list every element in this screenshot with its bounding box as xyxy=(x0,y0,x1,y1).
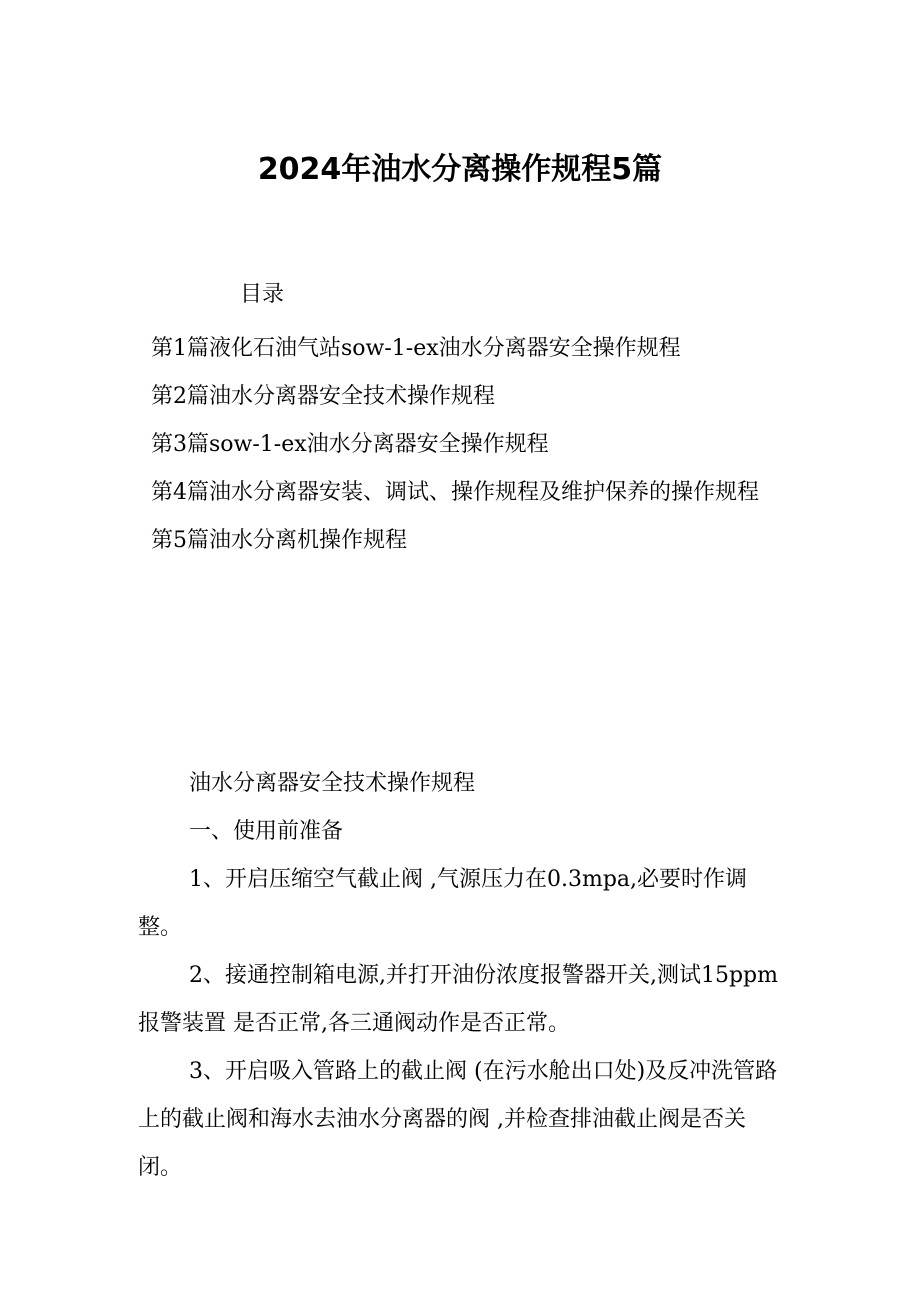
toc-item-4[interactable]: 第4篇油水分离器安装、调试、操作规程及维护保养的操作规程 xyxy=(151,480,759,505)
toc-item-3[interactable]: 第3篇sow-1-ex油水分离器安全操作规程 xyxy=(151,432,549,457)
paragraph-1: 1、开启压缩空气截止阀 ,气源压力在0.3mpa,必要时作调整。 xyxy=(138,867,748,940)
paragraph-3: 3、开启吸入管路上的截止阀 (在污水舱出口处)及反冲洗管路上的截止阀和海水去油水分离器的阀 ,并检查排油截止阀是否关闭。 xyxy=(138,1059,778,1180)
document-title: 2024年油水分离操作规程5篇 xyxy=(257,152,663,187)
toc-item-1[interactable]: 第1篇液化石油气站sow-1-ex油水分离器安全操作规程 xyxy=(151,336,681,361)
toc-item-5[interactable]: 第5篇油水分离机操作规程 xyxy=(151,528,407,553)
toc-item-2[interactable]: 第2篇油水分离器安全技术操作规程 xyxy=(151,384,495,409)
section-heading: 油水分离器安全技术操作规程 xyxy=(189,771,476,796)
table-of-contents xyxy=(138,325,788,565)
toc-heading: 目录 xyxy=(240,282,285,307)
section-body xyxy=(138,760,788,1192)
paragraph-2: 2、接通控制箱电源,并打开油份浓度报警器开关,测试15ppm报警装置 是否正常,各三通阀动作是否正常。 xyxy=(138,963,779,1036)
section-subheading: 一、使用前准备 xyxy=(189,819,344,844)
